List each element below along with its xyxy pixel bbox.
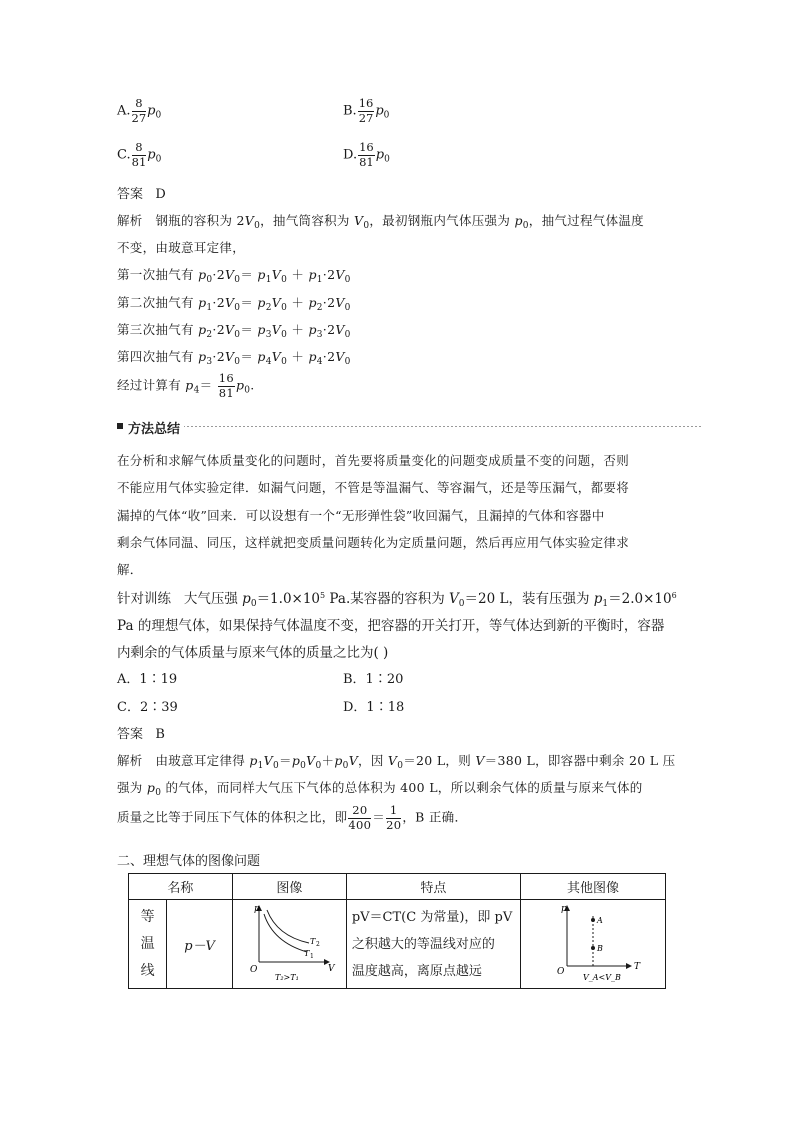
graph-cell [232, 900, 346, 989]
answer-1: 答案 D [117, 187, 166, 202]
method-line-5: 解． [117, 562, 143, 577]
table-header-name: 名称 [129, 874, 233, 900]
analysis-1-line-1: 解析 钢瓶的容积为 $2V_0$，抽气筒容积为 $V_0$，最初钢瓶内气体压强为 $p_0$，抽气过程气体温度 [117, 213, 644, 231]
svg-text:T: T [309, 937, 316, 946]
practice-line-2: Pa 的理想气体，如果保持气体温度不变，把容器的开关打开，等气体达到新的平衡时，容器 [117, 618, 665, 634]
isotherm-pv-graph [233, 900, 346, 984]
practice-choice-c[interactable]: C．2∶39 [117, 700, 178, 715]
analysis-1-line-2: 不变，由玻意耳定律， [117, 240, 246, 255]
svg-text:O: O [249, 965, 258, 975]
svg-text:p: p [560, 904, 567, 914]
row-type-cell: p－V [167, 900, 233, 989]
svg-text:2: 2 [315, 941, 320, 948]
row-name-cell: 等 温 线 [129, 900, 167, 989]
equation-1: 第一次抽气有 $p_0\cdot 2V_0= p_1V_0 + p_1\cdot 2V_0$ [117, 267, 351, 285]
other-graph-cell [520, 900, 665, 989]
choice-c[interactable]: C. $\frac{8}{81}$ $p_0$ [117, 140, 162, 169]
svg-text:p: p [253, 904, 260, 914]
choice-b[interactable]: B. $\frac{16}{27}$ $p_0$ [343, 96, 390, 125]
method-line-2: 不能应用气体实验定律．如漏气问题，不管是等温漏气、等容漏气，还是等压漏气，都要将 [117, 480, 630, 495]
svg-text:1: 1 [309, 953, 314, 960]
analysis-2-line-3: 质量之比等于同压下气体的体积之比，即 $\frac{20}{400}$ ＝ $\frac{1}{20}$ ，B 正确． [117, 803, 468, 832]
table-header-other: 其他图像 [520, 874, 665, 900]
practice-choice-a[interactable]: A．1∶19 [117, 672, 178, 687]
analysis-2-line-1: 解析 由玻意耳定律得 $p_1V_0=p_0V_0+p_0V$，因 $V_0=20$ L，则 V＝380 L，即容器中剩余 20 L 压 [117, 753, 676, 771]
svg-text:T: T [633, 962, 640, 972]
svg-text:O: O [556, 967, 565, 977]
table-header-row [129, 874, 666, 900]
svg-text:T₂>T₁: T₂>T₁ [274, 973, 299, 982]
equation-4: 第四次抽气有 $p_3\cdot 2V_0= p_4V_0 + p_4\cdot 2V_0$ [117, 349, 351, 367]
isotherm-table [128, 873, 666, 989]
svg-text:V: V [327, 964, 335, 974]
result-line: 经过计算有 $p_4=$ $\frac{16}{81}$ $p_0$. [117, 371, 255, 400]
section-2-title: 二、理想气体的图像问题 [117, 854, 261, 869]
svg-text:T: T [303, 949, 310, 958]
practice-choice-d[interactable]: D．1∶18 [343, 700, 405, 715]
practice-choice-b[interactable]: B．1∶20 [343, 672, 404, 687]
analysis-2-line-2: 强为 $p_0$ 的气体，而同样大气压下气体的总体积为 400 L，所以剩余气体的质量与原来气体的 [117, 780, 643, 798]
equation-2: 第二次抽气有 $p_1\cdot 2V_0= p_2V_0 + p_2\cdot 2V_0$ [117, 295, 351, 313]
method-line-1: 在分析和求解气体质量变化的问题时，首先要将质量变化的问题变成质量不变的问题，否则 [117, 453, 630, 468]
svg-text:A: A [596, 916, 603, 925]
practice-line-3: 内剩余的气体质量与原来气体的质量之比为( ) [117, 645, 389, 661]
svg-text:V_A<V_B: V_A<V_B [582, 973, 621, 982]
table-header-feature: 特点 [346, 874, 520, 900]
table-header-graph: 图像 [232, 874, 346, 900]
svg-text:B: B [596, 944, 603, 953]
header-rule [117, 420, 703, 434]
table-row [129, 900, 666, 989]
choice-d[interactable]: D. $\frac{16}{81}$ $p_0$ [343, 140, 390, 169]
method-line-4: 剩余气体同温、同压，这样就把变质量问题转化为定质量问题，然后再应用气体实验定律求 [117, 535, 630, 550]
choice-a[interactable]: A. $\frac{8}{27}$ $p_0$ [117, 96, 162, 125]
method-line-3: 漏掉的气体“收”回来．可以设想有一个“无形弹性袋”收回漏气，且漏掉的气体和容器中 [117, 508, 605, 523]
method-summary-title: 方法总结 [128, 418, 184, 437]
answer-2: 答案 B [117, 727, 165, 742]
practice-line-1: 针对训练 大气压强 $p_0=1.0\times 10^5$ Pa.某容器的容积为 $V_0=20$ L，装有压强为 $p_1=2.0\times 10^6$ [117, 591, 677, 609]
method-summary-header [117, 420, 703, 437]
equation-3: 第三次抽气有 $p_2\cdot 2V_0= p_3V_0 + p_3\cdot 2V_0$ [117, 322, 351, 340]
feature-cell: pV＝CT(C 为常量)，即 pV 之积越大的等温线对应的 温度越高，离原点越远 [346, 900, 520, 989]
isotherm-pt-graph [521, 900, 665, 984]
